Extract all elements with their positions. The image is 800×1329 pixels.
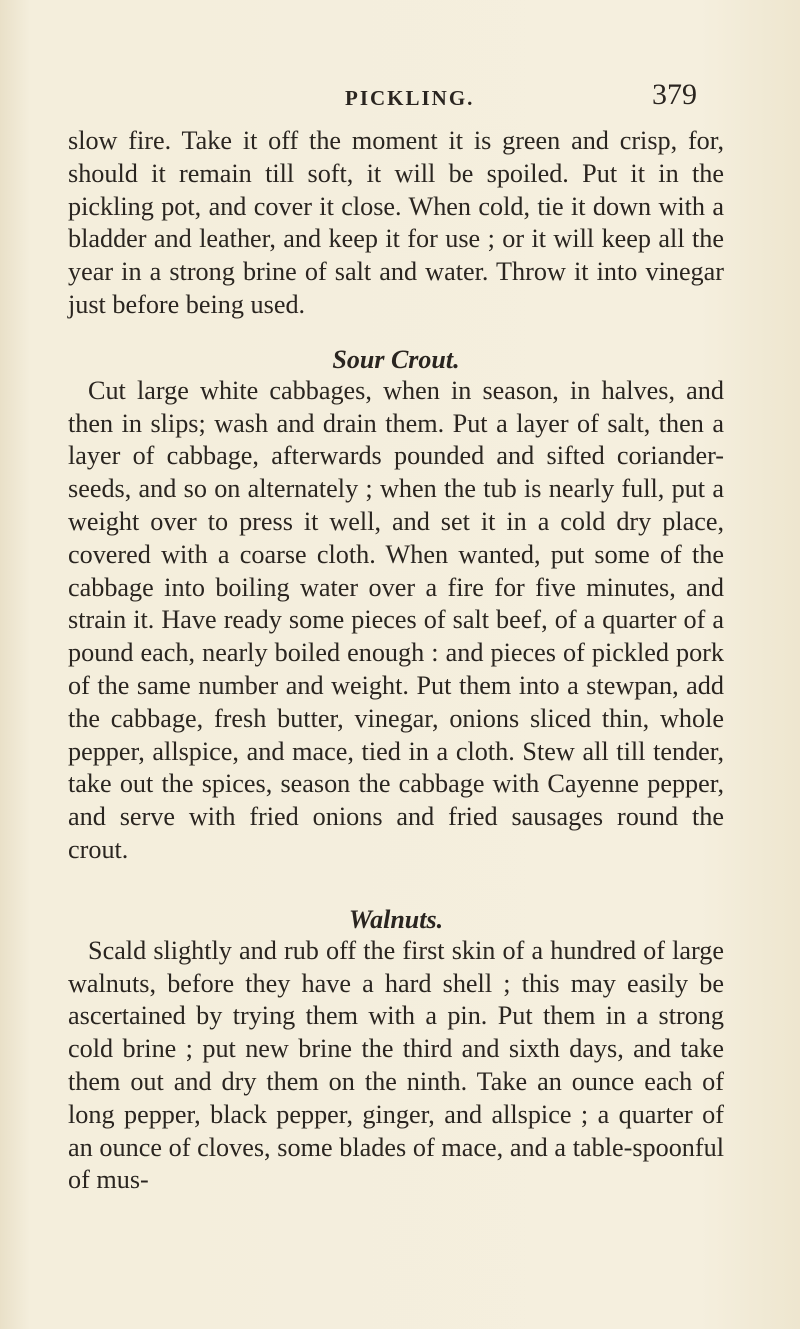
section-title-sour-crout: Sour Crout. bbox=[332, 344, 460, 374]
running-head: PICKLING. bbox=[345, 86, 475, 110]
paragraph-sour-crout: Cut large white cabbages, when in season, in halves, and then in slips; wash and drain them. Put a layer of salt, then a layer of cabbage, afterwards pounded and sifted coriander-seeds, and so on alternately ; when the tub is nearly full, put a weight over to press it well, and set it in a cold dry place, covered with a coarse cloth. When wanted, put some of the cabbage into boiling water over a fire for five minutes, and strain it. Have ready some pieces of salt beef, of a quarter of a pound each, nearly boiled enough : and pieces of pickled pork of the same number and weight. Put them into a stewpan, add the cabbage, fresh butter, vinegar, onions sliced thin, whole pepper, allspice, and mace, tied in a cloth. Stew all till tender, take out the spices, season the cabbage with Cayenne pepper, and serve with fried onions and fried sausages round the crout. bbox=[68, 375, 724, 864]
page-header bbox=[0, 78, 800, 118]
page-number: 379 bbox=[652, 78, 697, 111]
paragraph-walnuts: Scald slightly and rub off the first skin of a hundred of large walnuts, before they have a hard shell ; this may easily be ascertained by trying them with a pin. Put them in a strong cold brine ; put new brine the third and sixth days, and take them out and dry them on the ninth. Take an ounce each of long pepper, black pepper, ginger, and allspice ; a quarter of an ounce of cloves, some blades of mace, and a table-spoonful of mus- bbox=[68, 935, 724, 1195]
section-title-walnuts: Walnuts. bbox=[348, 904, 444, 934]
paragraph-intro: slow fire. Take it off the moment it is green and crisp, for, should it remain till soft, it will be spoiled. Put it in the pickling pot, and cover it close. When cold, tie it down with a bladder and leather, and keep it for use ; or it will keep all the year in a strong brine of salt and water. Throw it into vinegar just before being used. bbox=[68, 126, 724, 319]
body-text bbox=[68, 125, 724, 1197]
